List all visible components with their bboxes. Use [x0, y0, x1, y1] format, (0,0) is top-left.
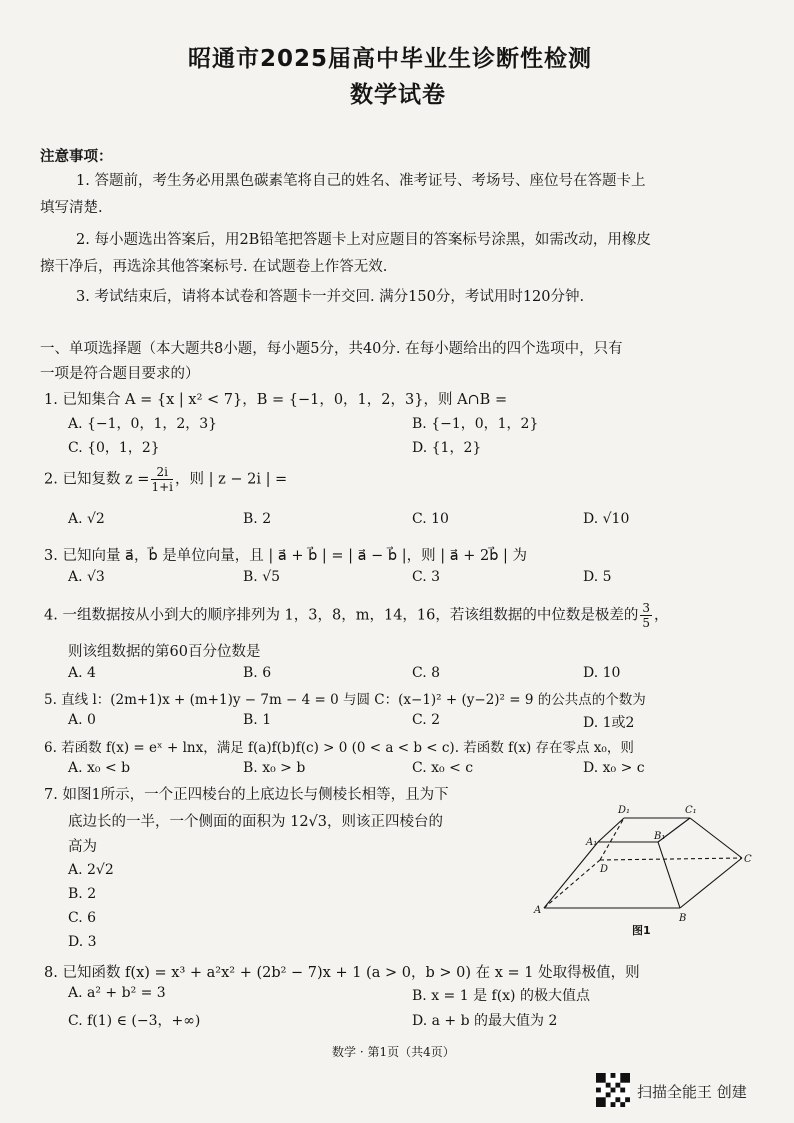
q6-option-c: C. x₀ < c [412, 760, 474, 776]
qr-code-icon [596, 1073, 630, 1107]
scanner-watermark: 扫描全能王 创建 [637, 1083, 747, 1101]
q8-option-a: A. a² + b² = 3 [68, 985, 166, 1001]
label-d: D [600, 864, 609, 875]
q2-stem-pre: 2. 已知复数 z = [44, 471, 150, 488]
q2-stem-post: ，则 | z − 2i | = [174, 471, 288, 488]
q4-stem-post: ， [654, 607, 669, 624]
edge-bc [680, 858, 742, 908]
q3-stem: 3. 已知向量 a⃗，b⃗ 是单位向量，且 | a⃗ + b⃗ | = | a⃗ − b⃗ |，则 | a⃗ + 2b⃗ | 为 [44, 548, 528, 564]
figure-caption: 图1 [632, 924, 651, 937]
notice-heading: 注意事项： [40, 149, 113, 165]
q5-option-d: D. 1或2 [583, 715, 635, 731]
q1-option-b: B. {−1，0，1，2} [412, 416, 539, 432]
q4-fraction-numerator: 3 [642, 601, 651, 615]
page-footer: 数学 · 第1页（共4页） [332, 1045, 455, 1059]
q2-fraction-denominator: 1+i [151, 480, 173, 494]
q7-stem-cont-1: 底边长的一半，一个侧面的面积为 12√3，则该正四棱台的 [68, 814, 444, 830]
q4-fraction-denominator: 5 [642, 616, 651, 630]
page-title: 昭通市2025届高中毕业生诊断性检测 [188, 46, 593, 72]
q4-fraction [640, 601, 652, 630]
q5-option-a: A. 0 [68, 712, 96, 728]
label-d1: D₁ [618, 805, 631, 816]
q5-option-c: C. 2 [412, 712, 441, 728]
q4-option-d: D. 10 [583, 665, 621, 681]
label-c1: C₁ [685, 805, 697, 816]
edge-cc1 [690, 818, 742, 858]
q7-option-a: A. 2√2 [68, 862, 114, 878]
q4-option-a: A. 4 [68, 665, 96, 681]
q6-option-b: B. x₀ > b [243, 760, 306, 776]
q2-option-a: A. √2 [68, 511, 105, 527]
q1-stem: 1. 已知集合 A = {x | x² < 7}，B = {−1，0，1，2，3}，则 A∩B = [44, 392, 508, 408]
label-a1: A₁ [586, 837, 598, 848]
frustum-figure [530, 800, 760, 940]
q8-option-c: C. f(1) ∈ (−3，+∞) [68, 1013, 201, 1029]
q3-option-a: A. √3 [68, 569, 105, 585]
edge-ad [544, 860, 600, 908]
q7-option-d: D. 3 [68, 934, 97, 950]
edge-dd1 [600, 818, 624, 860]
q4-option-b: B. 6 [243, 665, 272, 681]
label-a: A [534, 905, 542, 916]
q2-option-b: B. 2 [243, 511, 272, 527]
q5-option-b: B. 1 [243, 712, 272, 728]
q4-stem [44, 601, 669, 630]
q8-option-b: B. x = 1 是 f(x) 的极大值点 [412, 988, 590, 1004]
q8-stem: 8. 已知函数 f(x) = x³ + a²x² + (2b² − 7)x + 1 (a > 0，b > 0) 在 x = 1 处取得极值，则 [44, 965, 640, 981]
q1-option-d: D. {1，2} [412, 440, 482, 456]
edge-a1d1 [598, 818, 624, 842]
notice-item-3: 3. 考试结束后，请将本试卷和答题卡一并交回. 满分150分，考试用时120分钟. [76, 289, 585, 305]
notice-item-1: 1. 答题前，考生务必用黑色碳素笔将自己的姓名、准考证号、考场号、座位号在答题卡上 [76, 173, 646, 189]
label-b: B [679, 913, 687, 924]
section-heading: 一、单项选择题（本大题共8小题，每小题5分，共40分. 在每小题给出的四个选项中，只有 [40, 341, 623, 357]
q2-option-d: D. √10 [583, 511, 630, 527]
q6-option-d: D. x₀ > c [583, 760, 645, 776]
q7-option-c: C. 6 [68, 910, 97, 926]
q5-stem: 5. 直线 l：(2m+1)x + (m+1)y − 7m − 4 = 0 与圆 C：(x−1)² + (y−2)² = 9 的公共点的个数为 [44, 692, 646, 708]
q6-option-a: A. x₀ < b [68, 760, 131, 776]
notice-item-2-cont: 擦干净后，再选涂其他答案标号. 在试题卷上作答无效. [40, 259, 388, 275]
q6-stem: 6. 若函数 f(x) = eˣ + lnx，满足 f(a)f(b)f(c) > 0 (0 < a < b < c). 若函数 f(x) 存在零点 x₀，则 [44, 740, 634, 756]
q2-fraction-numerator: 2i [151, 465, 173, 480]
label-b1: B₁ [654, 831, 666, 842]
section-heading-cont: 一项是符合题目要求的） [40, 366, 200, 382]
edge-aa1 [544, 842, 598, 908]
label-c: C [744, 854, 752, 865]
q4-option-c: C. 8 [412, 665, 441, 681]
q2-option-c: C. 10 [412, 511, 449, 527]
q1-option-a: A. {−1，0，1，2，3} [68, 416, 218, 432]
page-subtitle: 数学试卷 [350, 82, 446, 108]
q4-stem-pre: 4. 一组数据按从小到大的顺序排列为 1，3，8，m，14，16，若该组数据的中位数是极差的 [44, 607, 639, 624]
q4-stem-cont: 则该组数据的第60百分位数是 [68, 644, 261, 660]
q7-option-b: B. 2 [68, 886, 97, 902]
q3-option-c: C. 3 [412, 569, 441, 585]
notice-item-2: 2. 每小题选出答案后，用2B铅笔把答题卡上对应题目的答案标号涂黑，如需改动，用橡皮 [76, 232, 651, 248]
q7-stem-cont-2: 高为 [68, 839, 97, 855]
q2-fraction [151, 465, 173, 494]
edge-dc [600, 858, 742, 860]
q2-stem [44, 465, 287, 494]
notice-item-1-cont: 填写清楚. [40, 200, 103, 216]
q3-option-d: D. 5 [583, 569, 612, 585]
q7-stem: 7. 如图1所示，一个正四棱台的上底边长与侧棱长相等，且为下 [44, 787, 449, 803]
edge-bb1 [658, 842, 680, 908]
q8-option-d: D. a + b 的最大值为 2 [412, 1013, 558, 1029]
q3-option-b: B. √5 [243, 569, 281, 585]
q1-option-c: C. {0，1，2} [68, 440, 160, 456]
